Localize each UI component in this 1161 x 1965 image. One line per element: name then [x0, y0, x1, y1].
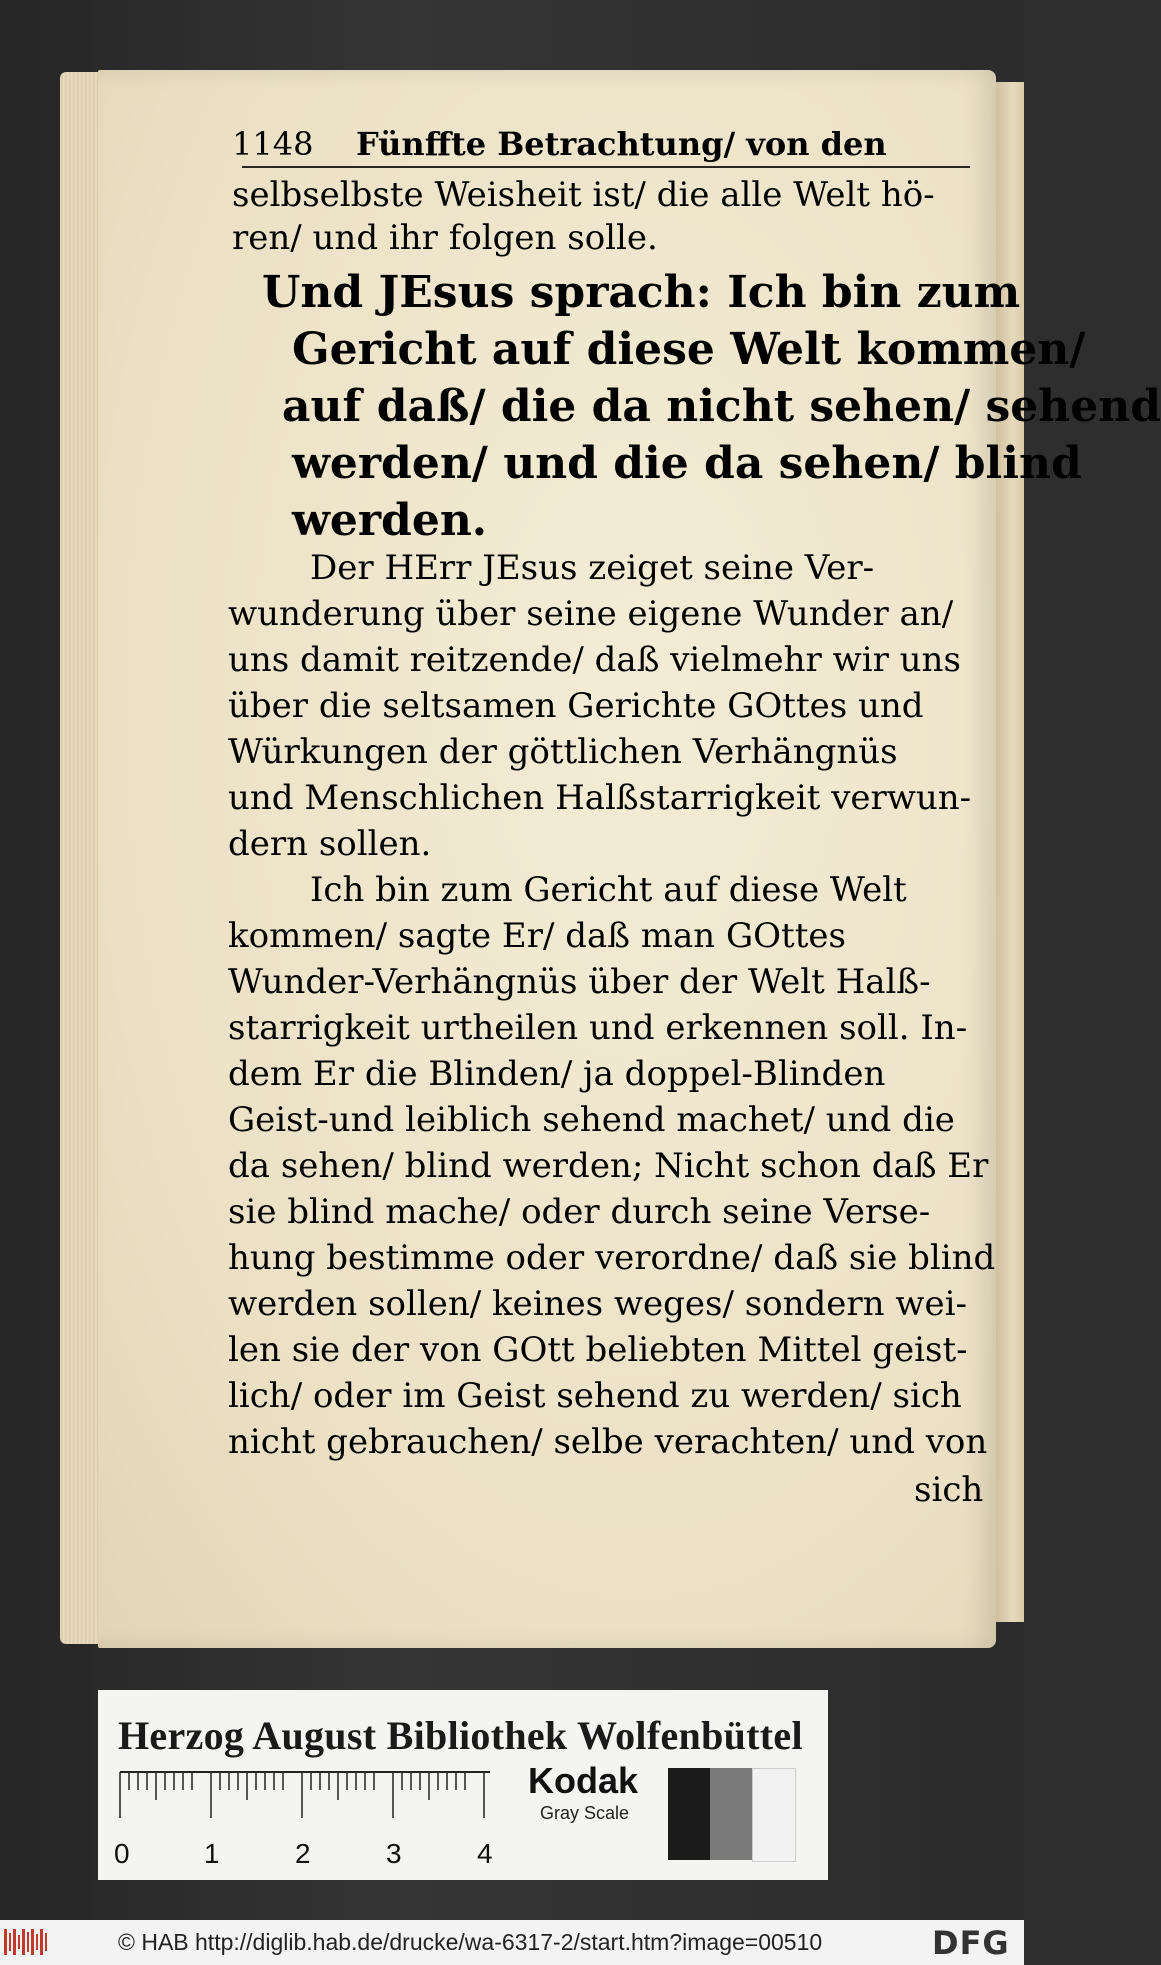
text-line: Geist-und leiblich sehend machet/ und die — [228, 1100, 955, 1140]
calibration-card — [98, 1690, 828, 1880]
running-head-title: Fünffte Betrachtung/ von den — [356, 125, 887, 163]
scripture-line: Und JEsus sprach: Ich bin zum — [262, 267, 1021, 318]
scripture-line: Gericht auf diese Welt kommen/ — [292, 324, 1086, 375]
scripture-line: auf daß/ die da nicht sehen/ sehend — [282, 381, 1161, 432]
text-line: Der HErr JEsus zeiget seine Ver- — [310, 548, 875, 588]
ruler-number: 3 — [386, 1838, 402, 1869]
text-line: wunderung über seine eigene Wunder an/ — [228, 594, 954, 634]
credit-link[interactable]: © HAB http://diglib.hab.de/drucke/wa-6317-2/start.htm?image=00510 — [118, 1929, 823, 1955]
hab-logo-icon — [4, 1929, 50, 1955]
kodak-logo: Kodak — [528, 1760, 639, 1801]
text-line: lich/ oder im Geist sehend zu werden/ sich — [228, 1376, 962, 1416]
text-line: Ich bin zum Gericht auf diese Welt — [310, 870, 907, 910]
ruler-scale — [120, 1770, 490, 1820]
dfg-logo: DFG — [932, 1924, 1010, 1962]
gray-scale-label: Gray Scale — [540, 1803, 630, 1823]
scripture-line: werden/ und die da sehen/ blind — [292, 438, 1082, 489]
institution-name: Herzog August Bibliothek Wolfenbüttel — [118, 1713, 803, 1758]
text-line: Würkungen der göttlichen Verhängnüs — [228, 732, 898, 772]
text-line: sie blind mache/ oder durch seine Verse- — [228, 1192, 931, 1232]
text-line: dern sollen. — [228, 824, 432, 864]
gray-swatch-dark — [668, 1768, 710, 1860]
text-line: ren/ und ihr folgen solle. — [232, 218, 658, 258]
text-line: selbselbste Weisheit ist/ die alle Welt hö- — [232, 175, 935, 215]
gray-swatch-mid — [710, 1768, 752, 1860]
page-number: 1148 — [232, 125, 314, 163]
text-line: werden sollen/ keines weges/ sondern wei- — [228, 1284, 967, 1324]
catchword: sich — [914, 1470, 984, 1510]
ruler-number: 4 — [477, 1838, 493, 1869]
text-line: dem Er die Blinden/ ja doppel-Blinden — [228, 1054, 886, 1094]
ruler-number: 1 — [204, 1838, 220, 1869]
gray-swatch-light — [752, 1768, 796, 1862]
footer-bar — [0, 1920, 1024, 1965]
text-line: über die seltsamen Gerichte GOttes und — [228, 686, 924, 726]
text-line: len sie der von GOtt beliebten Mittel geist- — [228, 1330, 968, 1370]
text-line: kommen/ sagte Er/ daß man GOttes — [228, 916, 846, 956]
text-line: Wunder-Verhängnüs über der Welt Halß- — [228, 962, 931, 1002]
scripture-line: werden. — [292, 495, 488, 546]
text-line: und Menschlichen Halßstarrigkeit verwun- — [228, 778, 972, 818]
head-rule — [242, 166, 970, 168]
page-edges — [60, 72, 100, 1644]
text-line: hung bestimme oder verordne/ daß sie blind — [228, 1238, 996, 1278]
text-line: da sehen/ blind werden; Nicht schon daß Er — [228, 1146, 989, 1186]
text-line: starrigkeit urtheilen und erkennen soll. In- — [228, 1008, 968, 1048]
ruler-number: 2 — [295, 1838, 311, 1869]
text-line: uns damit reitzende/ daß vielmehr wir uns — [228, 640, 961, 680]
ruler-number: 0 — [114, 1838, 130, 1869]
text-line: nicht gebrauchen/ selbe verachten/ und von — [228, 1422, 988, 1462]
